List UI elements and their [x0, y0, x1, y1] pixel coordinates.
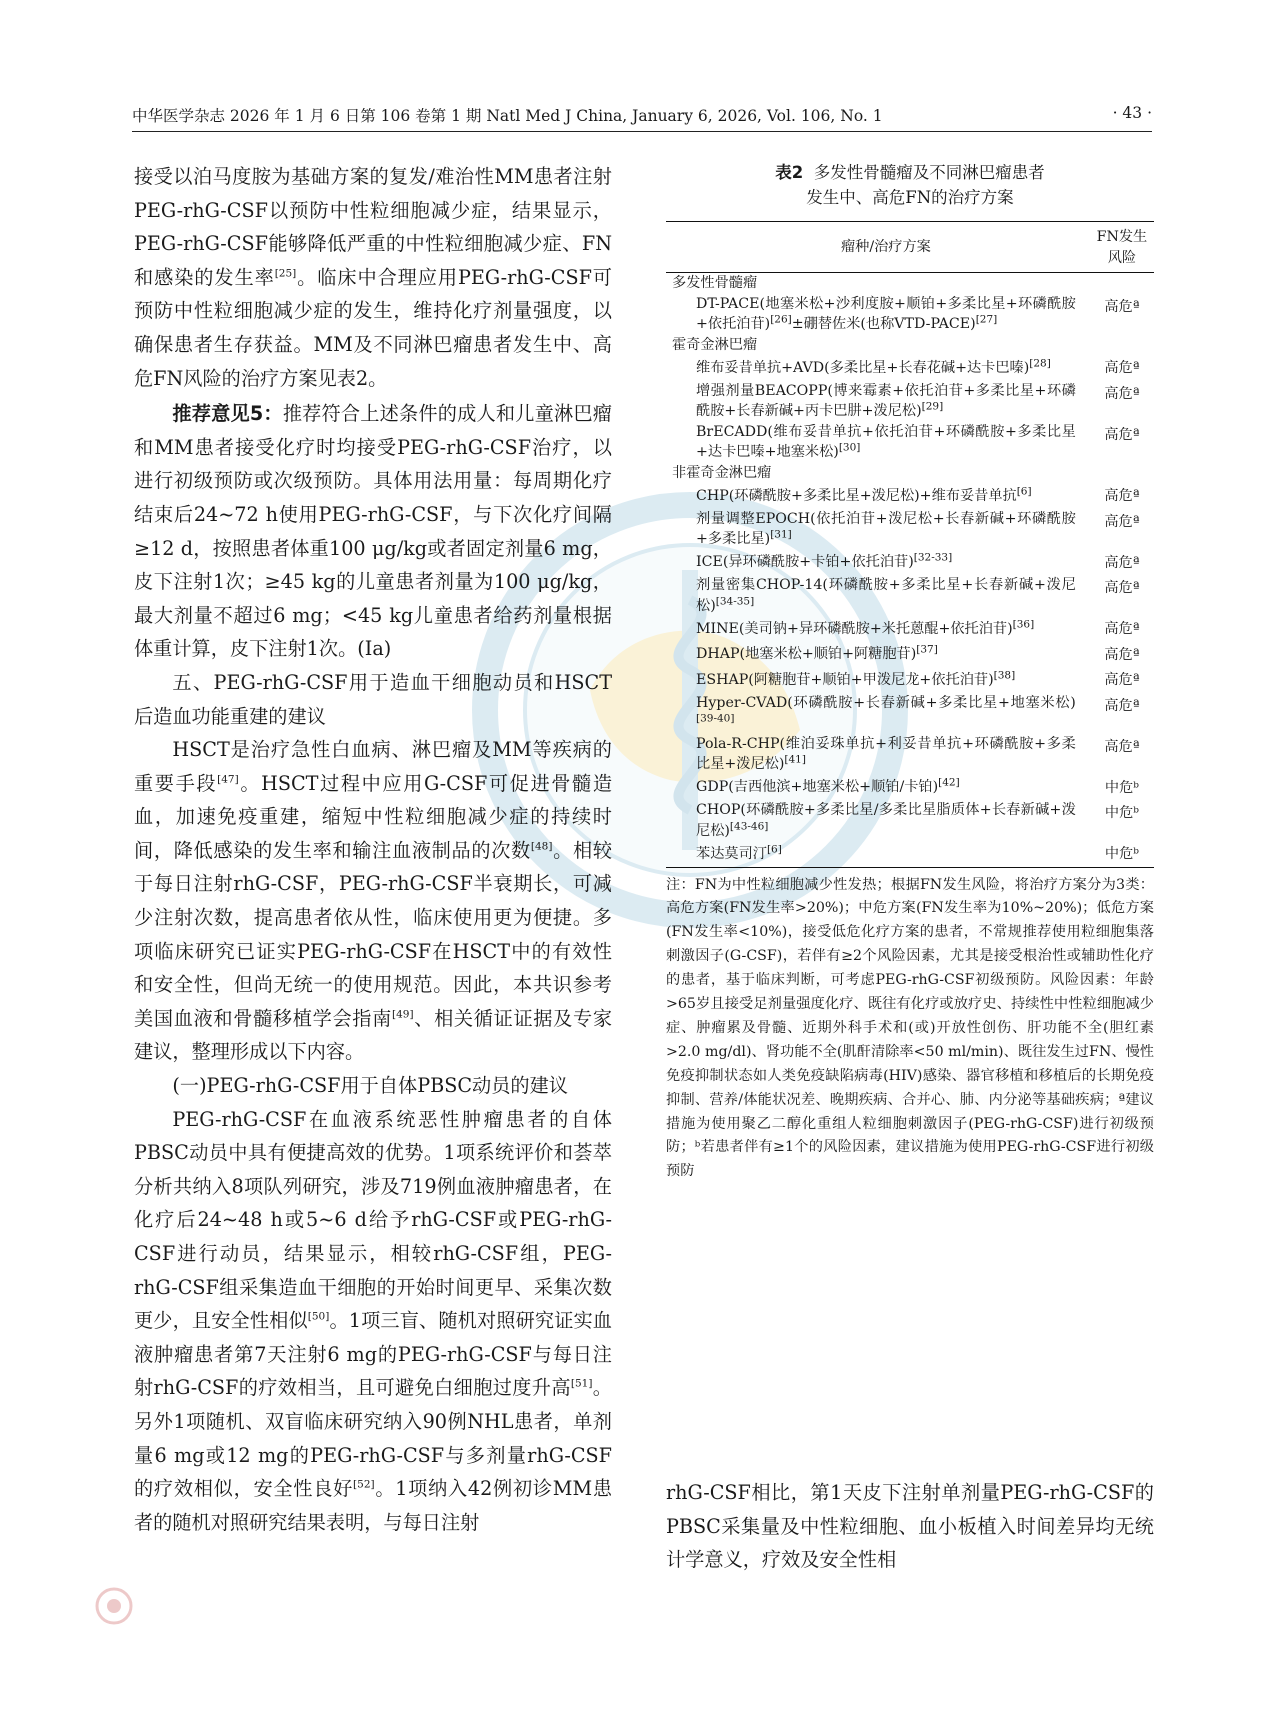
running-header — [132, 104, 1152, 130]
table-row — [666, 667, 1154, 693]
paragraph-continued-right: rhG-CSF相比，第1天皮下注射单剂量PEG-rhG-CSF的PBSC采集量及中性粒细胞、血小板植入时间差异均无统计学意义，疗效及安全性相 — [666, 1481, 1154, 1572]
regimen-text: 多发性骨髓瘤 — [672, 275, 758, 291]
table-row — [666, 616, 1154, 642]
table-row — [666, 550, 1154, 576]
risk-cell: 高危ª — [1104, 580, 1140, 596]
regimen-text: Pola-R-CHP(维泊妥珠单抗+利妥昔单抗+环磷酰胺+多柔比星+泼尼松) — [696, 735, 1076, 772]
table-row — [666, 734, 1154, 775]
regimen-cell — [666, 575, 1090, 616]
risk-cell — [1090, 463, 1154, 484]
table-row — [666, 642, 1154, 668]
header-risk — [1090, 222, 1154, 273]
citation: [28] — [1029, 356, 1051, 369]
citation: [34-35] — [715, 594, 755, 607]
regimen-cell — [666, 775, 1090, 801]
table-row — [666, 693, 1154, 734]
subsection-heading-1: (一)PEG-rhG-CSF用于自体PBSC动员的建议 — [172, 1074, 568, 1098]
regimen-cell — [666, 294, 1090, 335]
paragraph-continued — [134, 160, 612, 395]
citation: [51] — [570, 1377, 593, 1390]
paragraph-pbsc — [134, 1103, 612, 1540]
regimen-cell — [666, 800, 1090, 841]
regimen-text: BrECADD(维布妥昔单抗+依托泊苷+环磷酰胺+多柔比星+达卡巴嗪+地塞米松) — [696, 423, 1076, 460]
risk-cell: 高危ª — [1104, 488, 1140, 504]
citation: [47] — [217, 773, 239, 786]
left-column — [134, 160, 612, 1539]
citation: [37] — [916, 643, 938, 656]
table-title-line-2: 发生中、高危FN的治疗方案 — [806, 188, 1014, 207]
regimen-text: DHAP(地塞米松+顺铂+阿糖胞苷) — [696, 646, 917, 662]
regimen-cell — [666, 841, 1090, 867]
section-heading-5: 五、PEG-rhG-CSF用于造血干细胞动员和HSCT后造血功能重建的建议 — [134, 670, 612, 728]
text: 。临床中合理应用PEG-rhG-CSF可预防中性粒细胞减少症的发生，维持化疗剂量强度，以确保患者生存获益。MM及不同淋巴瘤患者发生中、高危FN风险的治疗方案见表2。 — [134, 265, 612, 390]
citation: [39-40] — [696, 712, 735, 725]
regimen-text: ICE(异环磷酰胺+卡铂+依托泊苷) — [696, 554, 914, 570]
regimen-cell — [666, 381, 1090, 422]
right-column-text — [666, 1476, 1154, 1577]
table-label: 表2 — [775, 163, 804, 182]
regimen-cell — [666, 483, 1090, 509]
risk-cell: 高危ª — [1104, 298, 1140, 315]
citation: [36] — [1012, 617, 1035, 630]
header-regimen: 瘤种/治疗方案 — [840, 238, 931, 255]
journal-citation: 中华医学杂志 2026 年 1 月 6 日第 106 卷第 1 期 Natl Med J China, January 6, 2026, Vol. 106, No. 1 — [132, 107, 883, 125]
citation: [6] — [766, 842, 782, 855]
risk-cell: 高危ª — [1104, 738, 1140, 755]
regimen-text: CHP(环磷酰胺+多柔比星+泼尼松)+维布妥昔单抗 — [696, 487, 1017, 504]
header-risk-line-2: 风险 — [1107, 249, 1137, 266]
table-footnote: 注：FN为中性粒细胞减少性发热；根据FN发生风险，将治疗方案分为3类：高危方案(FN发生率>20%)；中危方案(FN发生率为10%~20%)；低危方案(FN发生率<10%)，接受低危化疗方案的患者，不常规推荐使用粒细胞集落刺激因子(G-CSF)，若伴有≥2个风险因素，尤其是接受根治性或辅助性化疗的患者，基于临床判断，可考虑PEG-rhG-CSF初级预防。风险因素：年龄>65岁且接受足剂量强度化疗、既往有化疗或放疗史、持续性中性粒细胞减少症、肿瘤累及骨髓、近期外科手术和(或)开放性创伤、肝功能不全(胆红素>2.0 mg/dl)、肾功能不全(肌酐清除率<50 ml/min)、既往发生过FN、慢性免疫抑制状态如人类免疫缺陷病毒(HIV)感染、器官移植和移植后的长期免疫抑制、营养/体能状况差、晚期疾病、合并心、肺、内分泌等基础疾病；ª建议措施为使用聚乙二醇化重组人粒细胞刺激因子(PEG-rhG-CSF)进行初级预防；ᵇ若患者伴有≥1个的风险因素，建议措施为使用PEG-rhG-CSF进行初级预防 — [666, 876, 1154, 1180]
citation: [26] — [770, 313, 792, 326]
risk-cell: 高危ª — [1104, 554, 1140, 571]
risk-cell: 高危ª — [1104, 360, 1140, 376]
recommendation-text: 推荐符合上述条件的成人和儿童淋巴瘤和MM患者接受化疗时均接受PEG-rhG-CSF治疗，以进行初级预防或次级预防。具体用法用量：每周期化疗结束后24~72 h使用PEG-rhG-CSF，与下次化疗间隔≥12 d，按照患者体重100 μg/kg或者固定剂量6 mg，皮下注射1次；≥45 kg的儿童患者剂量为100 μg/kg，最大剂量不超过6 mg；<45 kg儿童患者给药剂量根据体重计算，皮下注射1次。(Ⅰa) — [134, 402, 612, 661]
regimen-text: ±硼替佐米(也称VTD-PACE) — [791, 316, 976, 332]
table-category-row — [666, 273, 1154, 294]
risk-cell: 中危ᵇ — [1104, 846, 1139, 862]
table-row — [666, 483, 1154, 509]
text: 。1项纳入42例初诊MM患者的随机对照研究结果表明，与每日注射 — [134, 1477, 613, 1534]
regimen-cell — [666, 667, 1090, 693]
regimen-text: 维布妥昔单抗+AVD(多柔比星+长春花碱+达卡巴嗪) — [696, 359, 1030, 376]
citation: [50] — [307, 1310, 330, 1323]
risk-cell: 中危ᵇ — [1104, 805, 1139, 821]
regimen-text: 增强剂量BEACOPP(博来霉素+依托泊苷+多柔比星+环磷酰胺+长春新碱+丙卡巴肼+泼尼松) — [696, 382, 1076, 419]
risk-cell — [1090, 273, 1154, 294]
publisher-logo-watermark — [92, 1586, 552, 1626]
regimen-cell — [666, 355, 1090, 381]
text: 。相较于每日注射rhG-CSF，PEG-rhG-CSF半衰期长，可减少注射次数，提高患者依从性，临床使用更为便捷。多项临床研究已证实PEG-rhG-CSF在HSCT中的有效性和安全性，但尚无统一的使用规范。因此，本共识参考美国血液和骨髓移植学会指南 — [134, 838, 613, 1030]
citation: [48] — [530, 840, 553, 853]
citation: [49] — [392, 1008, 414, 1021]
regimen-cell — [666, 693, 1090, 734]
regimen-text: 剂量密集CHOP-14(环磷酰胺+多柔比星+长春新碱+泼尼松) — [696, 577, 1076, 614]
regimen-cell — [666, 422, 1090, 463]
text: PEG-rhG-CSF在血液系统恶性肿瘤患者的自体PBSC动员中具有便捷高效的优势。1项系统评价和荟萃分析共纳入8项队列研究，涉及719例血液肿瘤患者，在化疗后24~48 h或5~6 d给予rhG-CSF或PEG-rhG-CSF进行动员，结果显示，相较rhG-CSF组，PEG-rhG-CSF组采集造血干细胞的开始时间更早、采集次数更少，且安全性相似 — [134, 1107, 612, 1333]
table-row — [666, 775, 1154, 801]
citation: [30] — [838, 441, 861, 454]
table-title-line-1: 多发性骨髓瘤及不同淋巴瘤患者 — [813, 163, 1045, 182]
regimen-text: ESHAP(阿糖胞苷+顺铂+甲泼尼龙+依托泊苷) — [696, 671, 994, 688]
risk-cell: 高危ª — [1104, 426, 1140, 443]
table-row — [666, 575, 1154, 616]
table-row — [666, 355, 1154, 381]
citation: [52] — [353, 1478, 375, 1491]
risk-cell — [1090, 335, 1154, 356]
table-body — [666, 273, 1154, 868]
citation: [31] — [770, 528, 792, 541]
page-number: · 43 · — [1112, 104, 1152, 122]
recommendation-label: 推荐意见5： — [172, 402, 283, 426]
risk-cell: 中危ᵇ — [1104, 779, 1139, 796]
risk-cell: 高危ª — [1104, 646, 1140, 663]
text: 、相关循证证据及专家建议，整理形成以下内容。 — [134, 1006, 613, 1064]
text: 。1项三盲、随机对照研究证实血液肿瘤患者第7天注射6 mg的PEG-rhG-CSF与每日注射rhG-CSF的疗效相当，且可避免白细胞过度升高 — [134, 1309, 612, 1400]
regimen-text: CHOP(环磷酰胺+多柔比星/多柔比星脂质体+长春新碱+泼尼松) — [696, 802, 1076, 839]
risk-cell: 高危ª — [1104, 385, 1140, 402]
regimen-cell — [666, 335, 1090, 356]
regimen-cell — [666, 273, 1090, 294]
header-rule — [132, 131, 1152, 132]
regimen-text: 非霍奇金淋巴瘤 — [672, 464, 772, 481]
table-row — [666, 800, 1154, 841]
text: 接受以泊马度胺为基础方案的复发/难治性MM患者注射PEG-rhG-CSF以预防中性粒细胞减少症，结果显示，PEG-rhG-CSF能够降低严重的中性粒细胞减少症、FN和感染的发生率 — [134, 165, 612, 289]
paragraph-hsct — [134, 733, 612, 1069]
table-row — [666, 841, 1154, 867]
regimen-text: MINE(美司钠+异环磷酰胺+米托蒽醌+依托泊苷) — [696, 620, 1013, 637]
regimen-text: 剂量调整EPOCH(依托泊苷+泼尼松+长春新碱+环磷酰胺+多柔比星) — [696, 510, 1076, 547]
regimen-cell — [666, 550, 1090, 576]
regimen-text: Hyper-CVAD(环磷酰胺+长春新碱+多柔比星+地塞米松) — [696, 694, 1076, 711]
risk-cell: 高危ª — [1104, 621, 1140, 637]
citation: [6] — [1016, 484, 1032, 497]
header-risk-line-1: FN发生 — [1096, 229, 1148, 245]
risk-cell: 高危ª — [1104, 697, 1140, 714]
table-category-row — [666, 335, 1154, 356]
citation: [42] — [938, 776, 960, 789]
regimen-text: GDP(吉西他滨+地塞米松+顺铂/卡铂) — [696, 779, 939, 795]
regimen-text: DT-PACE(地塞米松+沙利度胺+顺铂+多柔比星+环磷酰胺+依托泊苷) — [696, 295, 1076, 332]
regimen-cell — [666, 734, 1090, 775]
text: 。HSCT过程中应用G-CSF可促进骨髓造血，加速免疫重建，缩短中性粒细胞减少症的持续时间，降低感染的发生率和输注血液制品的次数 — [134, 771, 613, 862]
table-category-row — [666, 463, 1154, 484]
text: HSCT是治疗急性白血病、淋巴瘤及MM等疾病的重要手段 — [134, 738, 612, 795]
regimen-cell — [666, 616, 1090, 642]
risk-cell: 高危ª — [1104, 672, 1140, 688]
regimen-cell — [666, 642, 1090, 668]
table-title — [666, 160, 1154, 210]
table-row — [666, 422, 1154, 463]
table-row — [666, 509, 1154, 550]
citation: [25] — [274, 267, 297, 280]
table-header-row — [666, 222, 1154, 273]
regimen-cell — [666, 463, 1090, 484]
text: 。另外1项随机、双盲临床研究纳入90例NHL患者，单剂量6 mg或12 mg的PEG-rhG-CSF与多剂量rhG-CSF的疗效相似，安全性良好 — [134, 1376, 612, 1501]
citation: [32-33] — [913, 551, 953, 564]
risk-cell: 高危ª — [1104, 513, 1140, 530]
regimen-text: 苯达莫司汀 — [696, 845, 767, 862]
regimen-risk-table — [666, 221, 1154, 868]
citation: [29] — [921, 400, 944, 413]
table-row — [666, 381, 1154, 422]
citation: [27] — [975, 313, 998, 326]
regimen-cell — [666, 509, 1090, 550]
table-row — [666, 294, 1154, 335]
citation: [43-46] — [729, 819, 769, 832]
table-2-block — [666, 160, 1154, 1184]
citation: [38] — [993, 668, 1016, 681]
regimen-text: 霍奇金淋巴瘤 — [672, 336, 758, 353]
recommendation-5 — [134, 397, 612, 666]
flower-emblem-icon — [92, 1586, 136, 1626]
citation: [41] — [784, 753, 806, 766]
